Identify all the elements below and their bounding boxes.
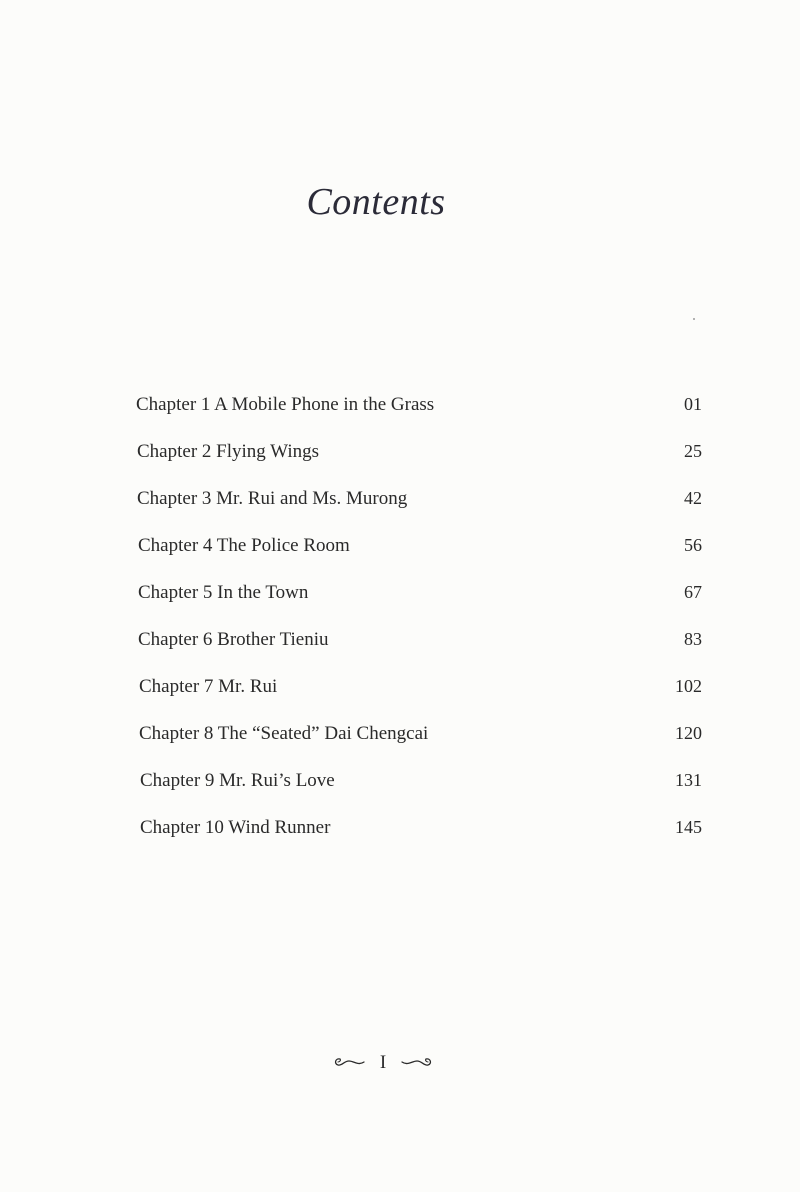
toc-entry-title: Chapter 3 Mr. Rui and Ms. Murong	[137, 488, 408, 509]
toc-entry-page: 145	[675, 817, 702, 837]
toc-entry-title: Chapter 5 In the Town	[138, 582, 309, 603]
toc-entry-chapter-8[interactable]	[139, 718, 702, 765]
page-title: Contents	[306, 181, 446, 223]
toc-entry-chapter-5[interactable]	[138, 577, 702, 624]
toc-entry-title: Chapter 10 Wind Runner	[140, 817, 331, 838]
page-number: I	[379, 1052, 387, 1073]
toc-entry-chapter-3[interactable]	[137, 483, 702, 530]
toc-entry-title: Chapter 4 The Police Room	[138, 535, 350, 556]
toc-entry-page: 120	[675, 723, 702, 743]
toc-entry-page: 102	[675, 676, 702, 696]
toc-entry-chapter-7[interactable]	[139, 671, 702, 718]
right-flourish-icon	[400, 1055, 434, 1071]
paper-speck	[693, 318, 695, 320]
toc-entry-title: Chapter 1 A Mobile Phone in the Grass	[136, 394, 435, 415]
toc-entry-chapter-10[interactable]	[140, 812, 702, 859]
toc-entry-page: 25	[684, 441, 702, 461]
toc-entry-title: Chapter 2 Flying Wings	[137, 441, 320, 462]
toc-entry-page: 56	[684, 535, 702, 555]
toc-entry-page: 83	[684, 629, 702, 649]
toc-entry-chapter-6[interactable]	[138, 624, 702, 671]
toc-entry-title: Chapter 8 The “Seated” Dai Chengcai	[139, 723, 429, 744]
toc-entry-title: Chapter 7 Mr. Rui	[139, 676, 278, 697]
page-folio	[0, 1052, 766, 1074]
toc-entry-chapter-2[interactable]	[137, 436, 702, 483]
toc-entry-page: 42	[684, 488, 702, 508]
toc-entry-page: 67	[684, 582, 702, 602]
toc-entry-chapter-4[interactable]	[138, 530, 702, 577]
toc-entry-page: 01	[684, 394, 702, 414]
toc-entry-title: Chapter 9 Mr. Rui’s Love	[140, 770, 335, 791]
toc-entry-title: Chapter 6 Brother Tieniu	[138, 629, 329, 650]
left-flourish-icon	[332, 1055, 366, 1071]
toc-entry-page: 131	[675, 770, 702, 790]
toc-entry-chapter-9[interactable]	[140, 765, 702, 812]
toc-entry-chapter-1[interactable]	[136, 389, 702, 436]
table-of-contents	[136, 389, 702, 859]
